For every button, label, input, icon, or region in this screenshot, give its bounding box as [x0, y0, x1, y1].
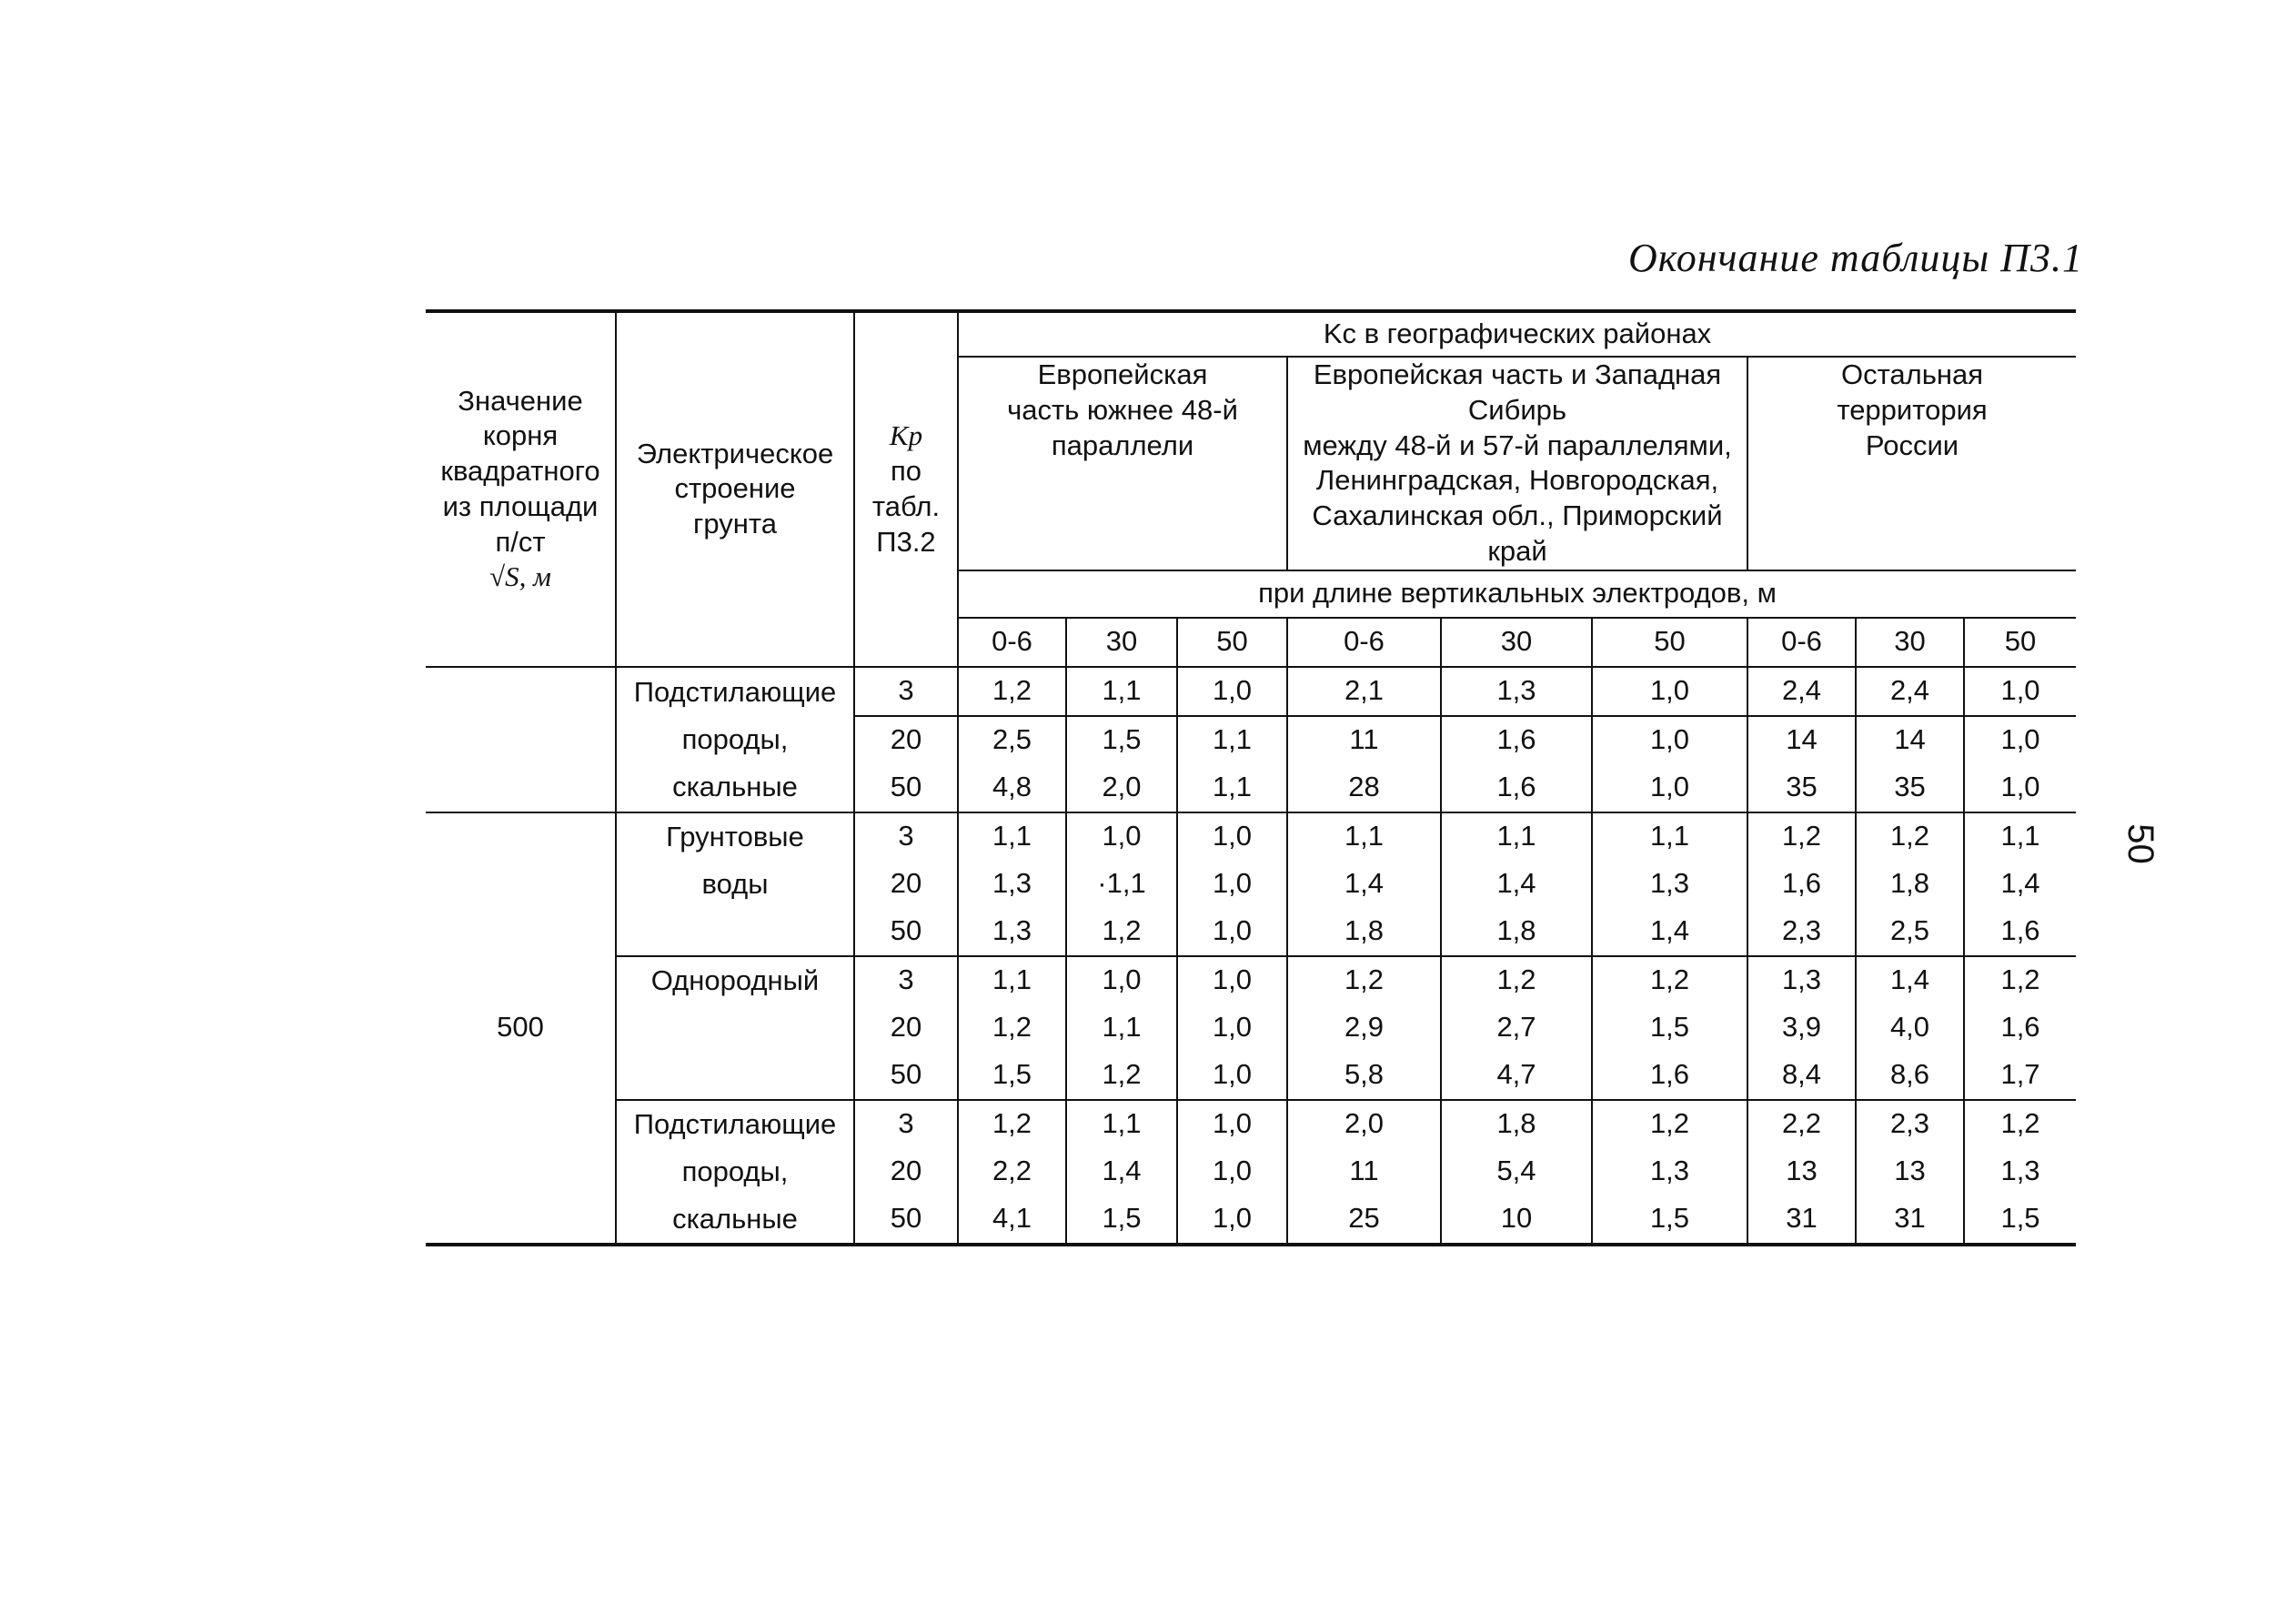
- kp-cell: 3: [854, 812, 958, 861]
- header-region-south: Европейская часть южнее 48-й параллели: [958, 357, 1287, 570]
- value-cell: 1,0: [1964, 667, 2076, 716]
- header-length: 50: [1964, 618, 2076, 667]
- value-cell: 1,4: [1592, 908, 1747, 956]
- sqrt-cell-empty: [426, 667, 616, 812]
- page-number: 50: [2120, 823, 2160, 864]
- value-cell: 2,0: [1287, 1100, 1441, 1148]
- value-cell: 11: [1287, 716, 1441, 764]
- kp-cell: 20: [854, 1004, 958, 1052]
- value-cell: 1,2: [1592, 956, 1747, 1004]
- value-cell: 1,1: [1592, 812, 1747, 861]
- table-header: [426, 311, 2076, 667]
- value-cell: 1,1: [1287, 812, 1441, 861]
- value-cell: 1,2: [1066, 1052, 1177, 1100]
- value-cell: 1,0: [1177, 1052, 1287, 1100]
- value-cell: 1,5: [1592, 1195, 1747, 1245]
- structure-cell: Однородный: [616, 956, 854, 1100]
- kp-cell: 20: [854, 861, 958, 908]
- value-cell: 1,4: [1287, 861, 1441, 908]
- value-cell: 11: [1287, 1148, 1441, 1195]
- value-cell: 1,6: [1441, 764, 1592, 812]
- value-cell: 14: [1747, 716, 1856, 764]
- value-cell: 1,0: [1592, 764, 1747, 812]
- value-cell: 1,3: [958, 908, 1066, 956]
- header-length: 0-6: [958, 618, 1066, 667]
- value-cell: 1,4: [1066, 1148, 1177, 1195]
- value-cell: 1,2: [1441, 956, 1592, 1004]
- header-kp: Kр по табл. П3.2: [854, 311, 958, 667]
- value-cell: 8,6: [1856, 1052, 1964, 1100]
- value-cell: 1,0: [1177, 1195, 1287, 1245]
- value-cell: 1,1: [1441, 812, 1592, 861]
- value-cell: 1,2: [1066, 908, 1177, 956]
- value-cell: 1,3: [1441, 667, 1592, 716]
- header-length: 30: [1066, 618, 1177, 667]
- table-caption: Окончание таблицы П3.1: [1628, 236, 2083, 280]
- header-length: 30: [1856, 618, 1964, 667]
- value-cell: 10: [1441, 1195, 1592, 1245]
- table-row: [426, 956, 2076, 1004]
- data-table: [426, 309, 2076, 1246]
- value-cell: 2,7: [1441, 1004, 1592, 1052]
- kp-cell: 20: [854, 1148, 958, 1195]
- value-cell: 2,0: [1066, 764, 1177, 812]
- value-cell: 2,3: [1747, 908, 1856, 956]
- value-cell: 1,1: [1066, 667, 1177, 716]
- value-cell: 1,2: [1856, 812, 1964, 861]
- value-cell: 1,1: [1066, 1100, 1177, 1148]
- kp-cell: 3: [854, 667, 958, 716]
- value-cell: 14: [1856, 716, 1964, 764]
- value-cell: 1,5: [1592, 1004, 1747, 1052]
- value-cell: 2,2: [958, 1148, 1066, 1195]
- value-cell: 1,0: [1177, 1148, 1287, 1195]
- value-cell: 4,1: [958, 1195, 1066, 1245]
- kp-cell: 20: [854, 716, 958, 764]
- structure-cell: Грунтовые воды: [616, 812, 854, 956]
- value-cell: 1,0: [1964, 716, 2076, 764]
- value-cell: 1,4: [1441, 861, 1592, 908]
- table-row: [426, 1100, 2076, 1148]
- value-cell: 4,0: [1856, 1004, 1964, 1052]
- value-cell: 2,9: [1287, 1004, 1441, 1052]
- value-cell: 13: [1747, 1148, 1856, 1195]
- value-cell: 1,8: [1441, 1100, 1592, 1148]
- value-cell: 31: [1856, 1195, 1964, 1245]
- header-length: 0-6: [1747, 618, 1856, 667]
- value-cell: 2,5: [958, 716, 1066, 764]
- value-cell: 1,5: [1066, 716, 1177, 764]
- kp-cell: 50: [854, 1052, 958, 1100]
- sqrt-value-cell: 500: [426, 812, 616, 1245]
- value-cell: 1,3: [958, 861, 1066, 908]
- value-cell: 1,5: [958, 1052, 1066, 1100]
- value-cell: 1,0: [1592, 716, 1747, 764]
- value-cell: 1,6: [1747, 861, 1856, 908]
- value-cell: 1,6: [1592, 1052, 1747, 1100]
- value-cell: 2,2: [1747, 1100, 1856, 1148]
- value-cell: 1,2: [1747, 812, 1856, 861]
- table-row: [426, 667, 2076, 716]
- kp-cell: 50: [854, 1195, 958, 1245]
- value-cell: 1,0: [1964, 764, 2076, 812]
- header-region-rest: Остальная территория России: [1747, 357, 2076, 570]
- value-cell: 1,2: [958, 1100, 1066, 1148]
- header-kc-title: Kc в географических районах: [958, 311, 2076, 357]
- value-cell: 1,0: [1177, 812, 1287, 861]
- header-length: 50: [1592, 618, 1747, 667]
- value-cell: 1,2: [1287, 956, 1441, 1004]
- value-cell: 4,7: [1441, 1052, 1592, 1100]
- value-cell: 2,3: [1856, 1100, 1964, 1148]
- value-cell: 1,2: [958, 1004, 1066, 1052]
- kp-cell: 3: [854, 956, 958, 1004]
- value-cell: 28: [1287, 764, 1441, 812]
- value-cell: 5,8: [1287, 1052, 1441, 1100]
- structure-cell: Подстилающие породы, скальные: [616, 667, 854, 812]
- value-cell: 1,2: [958, 667, 1066, 716]
- value-cell: 1,3: [1592, 861, 1747, 908]
- value-cell: 1,1: [958, 812, 1066, 861]
- table-row: [426, 812, 2076, 861]
- value-cell: 1,0: [1066, 956, 1177, 1004]
- value-cell: 1,0: [1177, 908, 1287, 956]
- value-cell: 1,4: [1856, 956, 1964, 1004]
- value-cell: 31: [1747, 1195, 1856, 1245]
- value-cell: 1,2: [1592, 1100, 1747, 1148]
- value-cell: 1,6: [1964, 908, 2076, 956]
- value-cell: 35: [1856, 764, 1964, 812]
- value-cell: 1,0: [1066, 812, 1177, 861]
- value-cell: 5,4: [1441, 1148, 1592, 1195]
- value-cell: 2,4: [1856, 667, 1964, 716]
- value-cell: 1,0: [1177, 1004, 1287, 1052]
- header-length: 0-6: [1287, 618, 1441, 667]
- value-cell: 1,3: [1592, 1148, 1747, 1195]
- header-region-middle: Европейская часть и Западная Сибирь между 48-й и 57-й параллелями, Ленинградская, Новгородская, Сахалинская обл., Приморский край: [1287, 357, 1747, 570]
- value-cell: 2,4: [1747, 667, 1856, 716]
- value-cell: 35: [1747, 764, 1856, 812]
- value-cell: 1,1: [1066, 1004, 1177, 1052]
- value-cell: 1,3: [1964, 1148, 2076, 1195]
- value-cell: 1,1: [958, 956, 1066, 1004]
- value-cell: 1,2: [1964, 956, 2076, 1004]
- value-cell: 1,8: [1441, 908, 1592, 956]
- value-cell: 1,5: [1066, 1195, 1177, 1245]
- value-cell: 1,2: [1964, 1100, 2076, 1148]
- header-length: 30: [1441, 618, 1592, 667]
- structure-cell: Подстилающие породы, скальные: [616, 1100, 854, 1245]
- value-cell: 1,1: [1964, 812, 2076, 861]
- value-cell: 1,8: [1287, 908, 1441, 956]
- value-cell: 25: [1287, 1195, 1441, 1245]
- value-cell: 1,3: [1747, 956, 1856, 1004]
- value-cell: 1,1: [1177, 764, 1287, 812]
- header-sqrt: Значение корня квадратного из площади п/ст √S, м: [426, 311, 616, 667]
- value-cell: 1,6: [1964, 1004, 2076, 1052]
- value-cell: 1,7: [1964, 1052, 2076, 1100]
- header-structure: Электрическое строение грунта: [616, 311, 854, 667]
- value-cell: 1,0: [1592, 667, 1747, 716]
- value-cell: 3,9: [1747, 1004, 1856, 1052]
- value-cell: 1,1: [1177, 716, 1287, 764]
- value-cell: 1,0: [1177, 1100, 1287, 1148]
- value-cell: 1,0: [1177, 667, 1287, 716]
- value-cell: 8,4: [1747, 1052, 1856, 1100]
- value-cell: 4,8: [958, 764, 1066, 812]
- header-length-title: при длине вертикальных электродов, м: [958, 570, 2076, 618]
- value-cell: 1,5: [1964, 1195, 2076, 1245]
- kp-cell: 3: [854, 1100, 958, 1148]
- value-cell: 2,5: [1856, 908, 1964, 956]
- value-cell: 1,4: [1964, 861, 2076, 908]
- table-body: [426, 667, 2076, 1245]
- header-length: 50: [1177, 618, 1287, 667]
- value-cell: 1,0: [1177, 861, 1287, 908]
- kp-cell: 50: [854, 764, 958, 812]
- value-cell: 13: [1856, 1148, 1964, 1195]
- kp-cell: 50: [854, 908, 958, 956]
- value-cell: 1,8: [1856, 861, 1964, 908]
- value-cell: 1,6: [1441, 716, 1592, 764]
- value-cell: 1,0: [1177, 956, 1287, 1004]
- value-cell: ·1,1: [1066, 861, 1177, 908]
- value-cell: 2,1: [1287, 667, 1441, 716]
